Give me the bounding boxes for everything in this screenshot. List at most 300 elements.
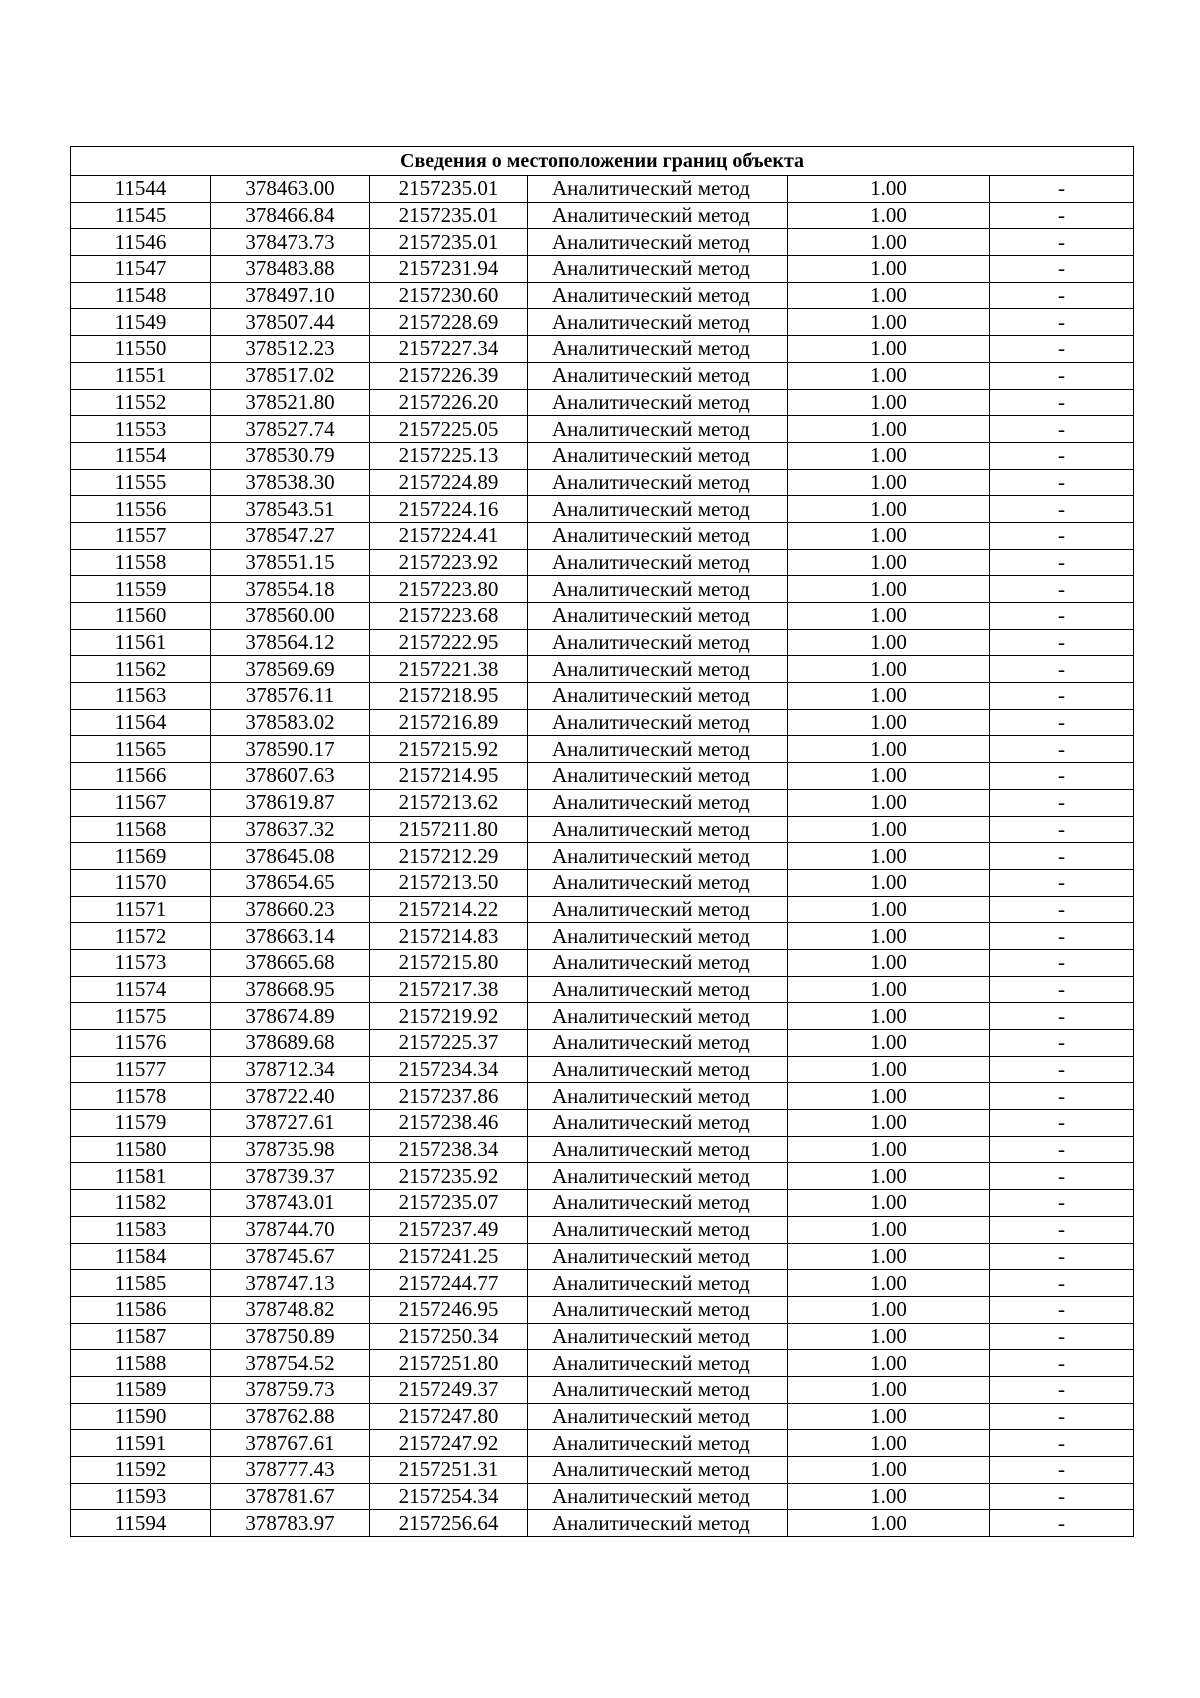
table-row [71,1030,1134,1057]
description-cell: - [990,282,1134,309]
point-number-cell: 11584 [71,1243,211,1270]
x-coordinate-cell: 378521.80 [211,389,370,416]
description-cell: - [990,416,1134,443]
description-cell: - [990,1003,1134,1030]
table-row [71,1296,1134,1323]
description-cell: - [990,1030,1134,1057]
method-cell: Аналитический метод [528,683,788,710]
accuracy-cell: 1.00 [788,736,990,763]
accuracy-cell: 1.00 [788,709,990,736]
x-coordinate-cell: 378463.00 [211,176,370,203]
point-number-cell: 11569 [71,843,211,870]
table-row [71,362,1134,389]
y-coordinate-cell: 2157231.94 [370,256,528,283]
point-number-cell: 11556 [71,496,211,523]
y-coordinate-cell: 2157247.80 [370,1403,528,1430]
point-number-cell: 11544 [71,176,211,203]
method-cell: Аналитический метод [528,1350,788,1377]
y-coordinate-cell: 2157249.37 [370,1376,528,1403]
x-coordinate-cell: 378527.74 [211,416,370,443]
method-cell: Аналитический метод [528,1243,788,1270]
table-row [71,896,1134,923]
point-number-cell: 11549 [71,309,211,336]
accuracy-cell: 1.00 [788,1376,990,1403]
point-number-cell: 11561 [71,629,211,656]
description-cell: - [990,1430,1134,1457]
table-row [71,1483,1134,1510]
y-coordinate-cell: 2157237.49 [370,1216,528,1243]
point-number-cell: 11563 [71,683,211,710]
table-row [71,1430,1134,1457]
point-number-cell: 11585 [71,1270,211,1297]
accuracy-cell: 1.00 [788,1243,990,1270]
y-coordinate-cell: 2157230.60 [370,282,528,309]
method-cell: Аналитический метод [528,309,788,336]
method-cell: Аналитический метод [528,629,788,656]
accuracy-cell: 1.00 [788,629,990,656]
x-coordinate-cell: 378473.73 [211,229,370,256]
table-row [71,176,1134,203]
x-coordinate-cell: 378735.98 [211,1136,370,1163]
y-coordinate-cell: 2157235.01 [370,229,528,256]
x-coordinate-cell: 378743.01 [211,1190,370,1217]
x-coordinate-cell: 378507.44 [211,309,370,336]
description-cell: - [990,896,1134,923]
accuracy-cell: 1.00 [788,1457,990,1484]
accuracy-cell: 1.00 [788,683,990,710]
table-row [71,1136,1134,1163]
description-cell: - [990,309,1134,336]
point-number-cell: 11580 [71,1136,211,1163]
y-coordinate-cell: 2157223.92 [370,549,528,576]
accuracy-cell: 1.00 [788,656,990,683]
method-cell: Аналитический метод [528,576,788,603]
method-cell: Аналитический метод [528,1003,788,1030]
accuracy-cell: 1.00 [788,1483,990,1510]
description-cell: - [990,1270,1134,1297]
x-coordinate-cell: 378722.40 [211,1083,370,1110]
method-cell: Аналитический метод [528,949,788,976]
point-number-cell: 11568 [71,816,211,843]
table-row [71,442,1134,469]
y-coordinate-cell: 2157228.69 [370,309,528,336]
point-number-cell: 11591 [71,1430,211,1457]
point-number-cell: 11570 [71,869,211,896]
point-number-cell: 11573 [71,949,211,976]
y-coordinate-cell: 2157214.83 [370,923,528,950]
method-cell: Аналитический метод [528,229,788,256]
method-cell: Аналитический метод [528,362,788,389]
method-cell: Аналитический метод [528,336,788,363]
accuracy-cell: 1.00 [788,1110,990,1137]
y-coordinate-cell: 2157241.25 [370,1243,528,1270]
description-cell: - [990,1190,1134,1217]
point-number-cell: 11562 [71,656,211,683]
accuracy-cell: 1.00 [788,1510,990,1537]
method-cell: Аналитический метод [528,1403,788,1430]
accuracy-cell: 1.00 [788,1296,990,1323]
point-number-cell: 11574 [71,976,211,1003]
method-cell: Аналитический метод [528,522,788,549]
x-coordinate-cell: 378665.68 [211,949,370,976]
x-coordinate-cell: 378551.15 [211,549,370,576]
y-coordinate-cell: 2157216.89 [370,709,528,736]
x-coordinate-cell: 378674.89 [211,1003,370,1030]
accuracy-cell: 1.00 [788,282,990,309]
point-number-cell: 11559 [71,576,211,603]
description-cell: - [990,549,1134,576]
accuracy-cell: 1.00 [788,1030,990,1057]
description-cell: - [990,1376,1134,1403]
table-row [71,976,1134,1003]
point-number-cell: 11558 [71,549,211,576]
point-number-cell: 11593 [71,1483,211,1510]
y-coordinate-cell: 2157254.34 [370,1483,528,1510]
y-coordinate-cell: 2157251.31 [370,1457,528,1484]
table-row [71,496,1134,523]
point-number-cell: 11554 [71,442,211,469]
x-coordinate-cell: 378739.37 [211,1163,370,1190]
y-coordinate-cell: 2157217.38 [370,976,528,1003]
table-row [71,309,1134,336]
accuracy-cell: 1.00 [788,389,990,416]
table-row [71,869,1134,896]
description-cell: - [990,1323,1134,1350]
method-cell: Аналитический метод [528,1270,788,1297]
accuracy-cell: 1.00 [788,923,990,950]
table-row [71,389,1134,416]
description-cell: - [990,229,1134,256]
method-cell: Аналитический метод [528,896,788,923]
description-cell: - [990,1483,1134,1510]
y-coordinate-cell: 2157237.86 [370,1083,528,1110]
point-number-cell: 11581 [71,1163,211,1190]
y-coordinate-cell: 2157225.37 [370,1030,528,1057]
point-number-cell: 11546 [71,229,211,256]
point-number-cell: 11550 [71,336,211,363]
description-cell: - [990,1403,1134,1430]
table-row [71,1376,1134,1403]
y-coordinate-cell: 2157235.07 [370,1190,528,1217]
accuracy-cell: 1.00 [788,202,990,229]
point-number-cell: 11583 [71,1216,211,1243]
table-row [71,629,1134,656]
accuracy-cell: 1.00 [788,1163,990,1190]
method-cell: Аналитический метод [528,1457,788,1484]
method-cell: Аналитический метод [528,1296,788,1323]
method-cell: Аналитический метод [528,709,788,736]
table-row [71,656,1134,683]
method-cell: Аналитический метод [528,442,788,469]
x-coordinate-cell: 378759.73 [211,1376,370,1403]
method-cell: Аналитический метод [528,976,788,1003]
accuracy-cell: 1.00 [788,1190,990,1217]
description-cell: - [990,1216,1134,1243]
accuracy-cell: 1.00 [788,1216,990,1243]
table-title: Сведения о местоположении границ объекта [71,147,1134,176]
point-number-cell: 11589 [71,1376,211,1403]
y-coordinate-cell: 2157211.80 [370,816,528,843]
accuracy-cell: 1.00 [788,1350,990,1377]
y-coordinate-cell: 2157213.62 [370,789,528,816]
point-number-cell: 11579 [71,1110,211,1137]
description-cell: - [990,469,1134,496]
x-coordinate-cell: 378762.88 [211,1403,370,1430]
description-cell: - [990,389,1134,416]
x-coordinate-cell: 378747.13 [211,1270,370,1297]
x-coordinate-cell: 378654.65 [211,869,370,896]
method-cell: Аналитический метод [528,1056,788,1083]
y-coordinate-cell: 2157251.80 [370,1350,528,1377]
description-cell: - [990,1083,1134,1110]
table-row [71,522,1134,549]
description-cell: - [990,976,1134,1003]
method-cell: Аналитический метод [528,1190,788,1217]
description-cell: - [990,736,1134,763]
y-coordinate-cell: 2157214.95 [370,763,528,790]
y-coordinate-cell: 2157238.46 [370,1110,528,1137]
point-number-cell: 11592 [71,1457,211,1484]
method-cell: Аналитический метод [528,1430,788,1457]
point-number-cell: 11586 [71,1296,211,1323]
table-row [71,229,1134,256]
point-number-cell: 11576 [71,1030,211,1057]
method-cell: Аналитический метод [528,256,788,283]
description-cell: - [990,496,1134,523]
table-row [71,202,1134,229]
x-coordinate-cell: 378512.23 [211,336,370,363]
description-cell: - [990,1136,1134,1163]
x-coordinate-cell: 378564.12 [211,629,370,656]
y-coordinate-cell: 2157224.16 [370,496,528,523]
point-number-cell: 11547 [71,256,211,283]
description-cell: - [990,362,1134,389]
x-coordinate-cell: 378497.10 [211,282,370,309]
y-coordinate-cell: 2157235.01 [370,202,528,229]
accuracy-cell: 1.00 [788,469,990,496]
point-number-cell: 11590 [71,1403,211,1430]
table-row [71,736,1134,763]
x-coordinate-cell: 378712.34 [211,1056,370,1083]
accuracy-cell: 1.00 [788,549,990,576]
table-row [71,683,1134,710]
x-coordinate-cell: 378619.87 [211,789,370,816]
point-number-cell: 11575 [71,1003,211,1030]
x-coordinate-cell: 378538.30 [211,469,370,496]
table-row [71,1003,1134,1030]
description-cell: - [990,1350,1134,1377]
description-cell: - [990,683,1134,710]
accuracy-cell: 1.00 [788,896,990,923]
point-number-cell: 11567 [71,789,211,816]
x-coordinate-cell: 378767.61 [211,1430,370,1457]
point-number-cell: 11572 [71,923,211,950]
table-row [71,1190,1134,1217]
method-cell: Аналитический метод [528,549,788,576]
y-coordinate-cell: 2157234.34 [370,1056,528,1083]
method-cell: Аналитический метод [528,1323,788,1350]
table-row [71,336,1134,363]
x-coordinate-cell: 378745.67 [211,1243,370,1270]
method-cell: Аналитический метод [528,389,788,416]
method-cell: Аналитический метод [528,1163,788,1190]
y-coordinate-cell: 2157227.34 [370,336,528,363]
x-coordinate-cell: 378744.70 [211,1216,370,1243]
y-coordinate-cell: 2157222.95 [370,629,528,656]
table-row [71,1323,1134,1350]
table-row [71,603,1134,630]
accuracy-cell: 1.00 [788,496,990,523]
description-cell: - [990,603,1134,630]
x-coordinate-cell: 378590.17 [211,736,370,763]
point-number-cell: 11587 [71,1323,211,1350]
description-cell: - [990,629,1134,656]
y-coordinate-cell: 2157214.22 [370,896,528,923]
table-row [71,416,1134,443]
x-coordinate-cell: 378576.11 [211,683,370,710]
accuracy-cell: 1.00 [788,816,990,843]
accuracy-cell: 1.00 [788,576,990,603]
table-row [71,1457,1134,1484]
point-number-cell: 11553 [71,416,211,443]
description-cell: - [990,949,1134,976]
accuracy-cell: 1.00 [788,843,990,870]
description-cell: - [990,1296,1134,1323]
description-cell: - [990,522,1134,549]
y-coordinate-cell: 2157256.64 [370,1510,528,1537]
accuracy-cell: 1.00 [788,176,990,203]
accuracy-cell: 1.00 [788,442,990,469]
method-cell: Аналитический метод [528,416,788,443]
point-number-cell: 11548 [71,282,211,309]
description-cell: - [990,1510,1134,1537]
table-row [71,1083,1134,1110]
method-cell: Аналитический метод [528,869,788,896]
y-coordinate-cell: 2157226.20 [370,389,528,416]
table-row [71,1403,1134,1430]
y-coordinate-cell: 2157219.92 [370,1003,528,1030]
accuracy-cell: 1.00 [788,256,990,283]
y-coordinate-cell: 2157235.01 [370,176,528,203]
table-row [71,1510,1134,1537]
x-coordinate-cell: 378783.97 [211,1510,370,1537]
description-cell: - [990,816,1134,843]
description-cell: - [990,176,1134,203]
table-row [71,1350,1134,1377]
table-title-row [71,147,1134,176]
table-row [71,949,1134,976]
description-cell: - [990,1110,1134,1137]
y-coordinate-cell: 2157225.05 [370,416,528,443]
point-number-cell: 11555 [71,469,211,496]
x-coordinate-cell: 378466.84 [211,202,370,229]
point-number-cell: 11571 [71,896,211,923]
x-coordinate-cell: 378727.61 [211,1110,370,1137]
table-body [71,176,1134,1537]
x-coordinate-cell: 378530.79 [211,442,370,469]
accuracy-cell: 1.00 [788,949,990,976]
method-cell: Аналитический метод [528,789,788,816]
point-number-cell: 11588 [71,1350,211,1377]
table-row [71,1216,1134,1243]
x-coordinate-cell: 378748.82 [211,1296,370,1323]
point-number-cell: 11577 [71,1056,211,1083]
x-coordinate-cell: 378560.00 [211,603,370,630]
y-coordinate-cell: 2157212.29 [370,843,528,870]
accuracy-cell: 1.00 [788,1323,990,1350]
y-coordinate-cell: 2157244.77 [370,1270,528,1297]
description-cell: - [990,576,1134,603]
description-cell: - [990,763,1134,790]
accuracy-cell: 1.00 [788,229,990,256]
table-row [71,923,1134,950]
method-cell: Аналитический метод [528,1083,788,1110]
accuracy-cell: 1.00 [788,1056,990,1083]
y-coordinate-cell: 2157215.80 [370,949,528,976]
table-row [71,1270,1134,1297]
y-coordinate-cell: 2157238.34 [370,1136,528,1163]
accuracy-cell: 1.00 [788,1136,990,1163]
point-number-cell: 11560 [71,603,211,630]
x-coordinate-cell: 378554.18 [211,576,370,603]
y-coordinate-cell: 2157213.50 [370,869,528,896]
description-cell: - [990,442,1134,469]
method-cell: Аналитический метод [528,1376,788,1403]
description-cell: - [990,336,1134,363]
method-cell: Аналитический метод [528,176,788,203]
y-coordinate-cell: 2157215.92 [370,736,528,763]
accuracy-cell: 1.00 [788,869,990,896]
table-row [71,549,1134,576]
point-number-cell: 11557 [71,522,211,549]
description-cell: - [990,202,1134,229]
method-cell: Аналитический метод [528,1136,788,1163]
x-coordinate-cell: 378517.02 [211,362,370,389]
y-coordinate-cell: 2157225.13 [370,442,528,469]
y-coordinate-cell: 2157224.89 [370,469,528,496]
y-coordinate-cell: 2157221.38 [370,656,528,683]
y-coordinate-cell: 2157226.39 [370,362,528,389]
method-cell: Аналитический метод [528,202,788,229]
x-coordinate-cell: 378547.27 [211,522,370,549]
method-cell: Аналитический метод [528,1483,788,1510]
method-cell: Аналитический метод [528,469,788,496]
table-row [71,709,1134,736]
accuracy-cell: 1.00 [788,1270,990,1297]
table-row [71,789,1134,816]
table-row [71,1056,1134,1083]
method-cell: Аналитический метод [528,282,788,309]
accuracy-cell: 1.00 [788,1003,990,1030]
x-coordinate-cell: 378750.89 [211,1323,370,1350]
x-coordinate-cell: 378781.67 [211,1483,370,1510]
point-number-cell: 11582 [71,1190,211,1217]
accuracy-cell: 1.00 [788,1403,990,1430]
accuracy-cell: 1.00 [788,416,990,443]
x-coordinate-cell: 378663.14 [211,923,370,950]
method-cell: Аналитический метод [528,1216,788,1243]
method-cell: Аналитический метод [528,496,788,523]
table-row [71,469,1134,496]
x-coordinate-cell: 378645.08 [211,843,370,870]
table-row [71,1243,1134,1270]
x-coordinate-cell: 378543.51 [211,496,370,523]
x-coordinate-cell: 378668.95 [211,976,370,1003]
description-cell: - [990,923,1134,950]
method-cell: Аналитический метод [528,1510,788,1537]
accuracy-cell: 1.00 [788,603,990,630]
x-coordinate-cell: 378754.52 [211,1350,370,1377]
